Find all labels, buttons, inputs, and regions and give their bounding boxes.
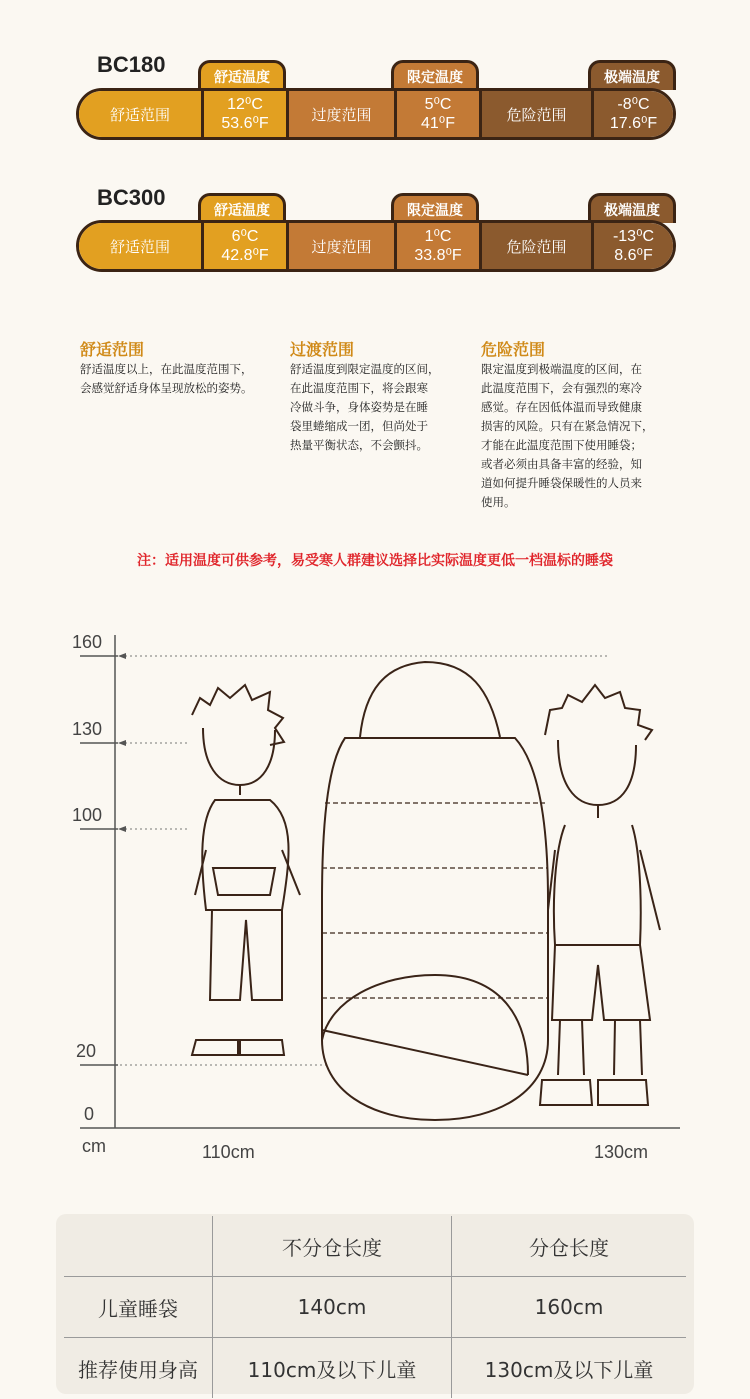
value-celsius: -8⁰C — [617, 96, 650, 113]
table-row — [64, 1277, 686, 1338]
range-transition: 过度范围 — [289, 91, 394, 137]
usage-note: 注：适用温度可供参考，易受寒人群建议选择比实际温度更低一档温标的睡袋 — [137, 553, 613, 569]
table-header-no-divider: 不分仓长度 — [213, 1216, 452, 1277]
tag-extreme-temp: 极端温度 — [588, 193, 676, 223]
value-fahrenheit: 53.6⁰F — [221, 115, 269, 132]
model-name-bc300: BC300 — [97, 185, 166, 210]
value-fahrenheit: 8.6⁰F — [614, 247, 653, 264]
description-line: 会感觉舒适身体呈现放松的姿势。 — [80, 381, 253, 395]
axis-tick-100: 100 — [72, 805, 103, 825]
model-name-bc180: BC180 — [97, 52, 166, 77]
range-comfort: 舒适范围 — [79, 223, 201, 269]
value-extreme — [591, 91, 673, 137]
range-comfort: 舒适范围 — [79, 91, 201, 137]
tag-comfort-temp: 舒适温度 — [198, 193, 286, 223]
range-danger: 危险范围 — [482, 223, 591, 269]
tag-limit-temp: 限定温度 — [391, 60, 479, 90]
range-transition: 过度范围 — [289, 223, 394, 269]
tag-limit-temp: 限定温度 — [391, 193, 479, 223]
description-line: 感觉。存在因低体温而导致健康 — [481, 400, 642, 414]
table-cell: 儿童睡袋 — [64, 1277, 213, 1338]
sleeping-bag-icon — [322, 662, 548, 1120]
table-header-divider: 分仓长度 — [452, 1216, 687, 1277]
table-cell: 160cm — [452, 1277, 687, 1338]
size-table-panel — [56, 1214, 694, 1394]
value-fahrenheit: 17.6⁰F — [609, 115, 658, 132]
description-text — [80, 360, 280, 398]
description-line: 限定温度到极端温度的区间，在 — [481, 362, 642, 376]
right-child-height: 130cm — [594, 1142, 649, 1162]
value-celsius: 5⁰C — [424, 96, 452, 113]
description-text — [290, 360, 470, 455]
value-celsius: 12⁰C — [227, 96, 263, 113]
child-hoodie-icon — [192, 685, 300, 1055]
description-line: 袋里蜷缩成一团，但尚处于 — [290, 419, 428, 433]
table-header-row — [64, 1216, 686, 1277]
axis-tick-20: 20 — [76, 1041, 97, 1061]
description-text — [481, 360, 691, 512]
description-title: 过渡范围 — [290, 340, 355, 359]
table-header-empty — [64, 1216, 213, 1277]
value-extreme — [591, 223, 673, 269]
value-fahrenheit: 33.8⁰F — [414, 247, 462, 264]
value-fahrenheit: 42.8⁰F — [221, 247, 269, 264]
temperature-bar-bc180 — [76, 88, 676, 140]
description-line: 损害的风险。只有在紧急情况下， — [481, 419, 654, 433]
description-line: 道如何提升睡袋保暖性的人员来 — [481, 476, 642, 490]
table-cell: 140cm — [213, 1277, 452, 1338]
description-line: 热量平衡状态，不会颤抖。 — [290, 438, 428, 452]
table-cell: 推荐使用身高 — [64, 1338, 213, 1399]
description-line: 使用。 — [481, 495, 516, 509]
description-line: 冷做斗争，身体姿势是在睡 — [290, 400, 428, 414]
arrow-heads — [118, 653, 126, 832]
bag-dashed-lines — [322, 803, 548, 998]
left-child-height: 110cm — [202, 1142, 255, 1162]
description-line: 此温度范围下，会有强烈的寒冷 — [481, 381, 642, 395]
value-limit — [394, 223, 482, 269]
value-comfort — [201, 223, 289, 269]
description-danger — [481, 337, 691, 512]
value-celsius: -13⁰C — [612, 228, 655, 245]
description-line: 才能在此温度范围下使用睡袋； — [481, 438, 642, 452]
child-tanktop-icon — [540, 685, 660, 1105]
description-line: 或者必须由具备丰富的经验，知 — [481, 457, 642, 471]
description-title: 危险范围 — [481, 340, 546, 359]
height-illustration — [0, 610, 750, 1170]
value-comfort — [201, 91, 289, 137]
table-cell: 110cm及以下儿童 — [213, 1338, 452, 1399]
temperature-bar-bc300 — [76, 220, 676, 272]
axis-tick-160: 160 — [72, 632, 103, 652]
table-row — [64, 1338, 686, 1399]
value-celsius: 6⁰C — [231, 228, 259, 245]
tag-comfort-temp: 舒适温度 — [198, 60, 286, 90]
description-line: 舒适温度以上，在此温度范围下， — [80, 362, 253, 376]
value-fahrenheit: 41⁰F — [421, 115, 455, 132]
description-line: 舒适温度到限定温度的区间， — [290, 362, 440, 376]
table-cell: 130cm及以下儿童 — [484, 1357, 654, 1382]
tag-extreme-temp: 极端温度 — [588, 60, 676, 90]
size-table — [64, 1216, 686, 1398]
range-danger: 危险范围 — [482, 91, 591, 137]
description-transition — [290, 337, 470, 455]
value-celsius: 1⁰C — [424, 228, 452, 245]
reference-lines — [120, 656, 610, 1065]
axis-unit: cm — [82, 1136, 106, 1156]
value-limit — [394, 91, 482, 137]
description-comfort — [80, 337, 280, 398]
height-axis — [80, 635, 680, 1128]
axis-tick-0: 0 — [84, 1104, 95, 1124]
description-title: 舒适范围 — [80, 340, 145, 359]
axis-tick-130: 130 — [72, 719, 103, 739]
description-line: 在此温度范围下，将会跟寒 — [290, 381, 428, 395]
